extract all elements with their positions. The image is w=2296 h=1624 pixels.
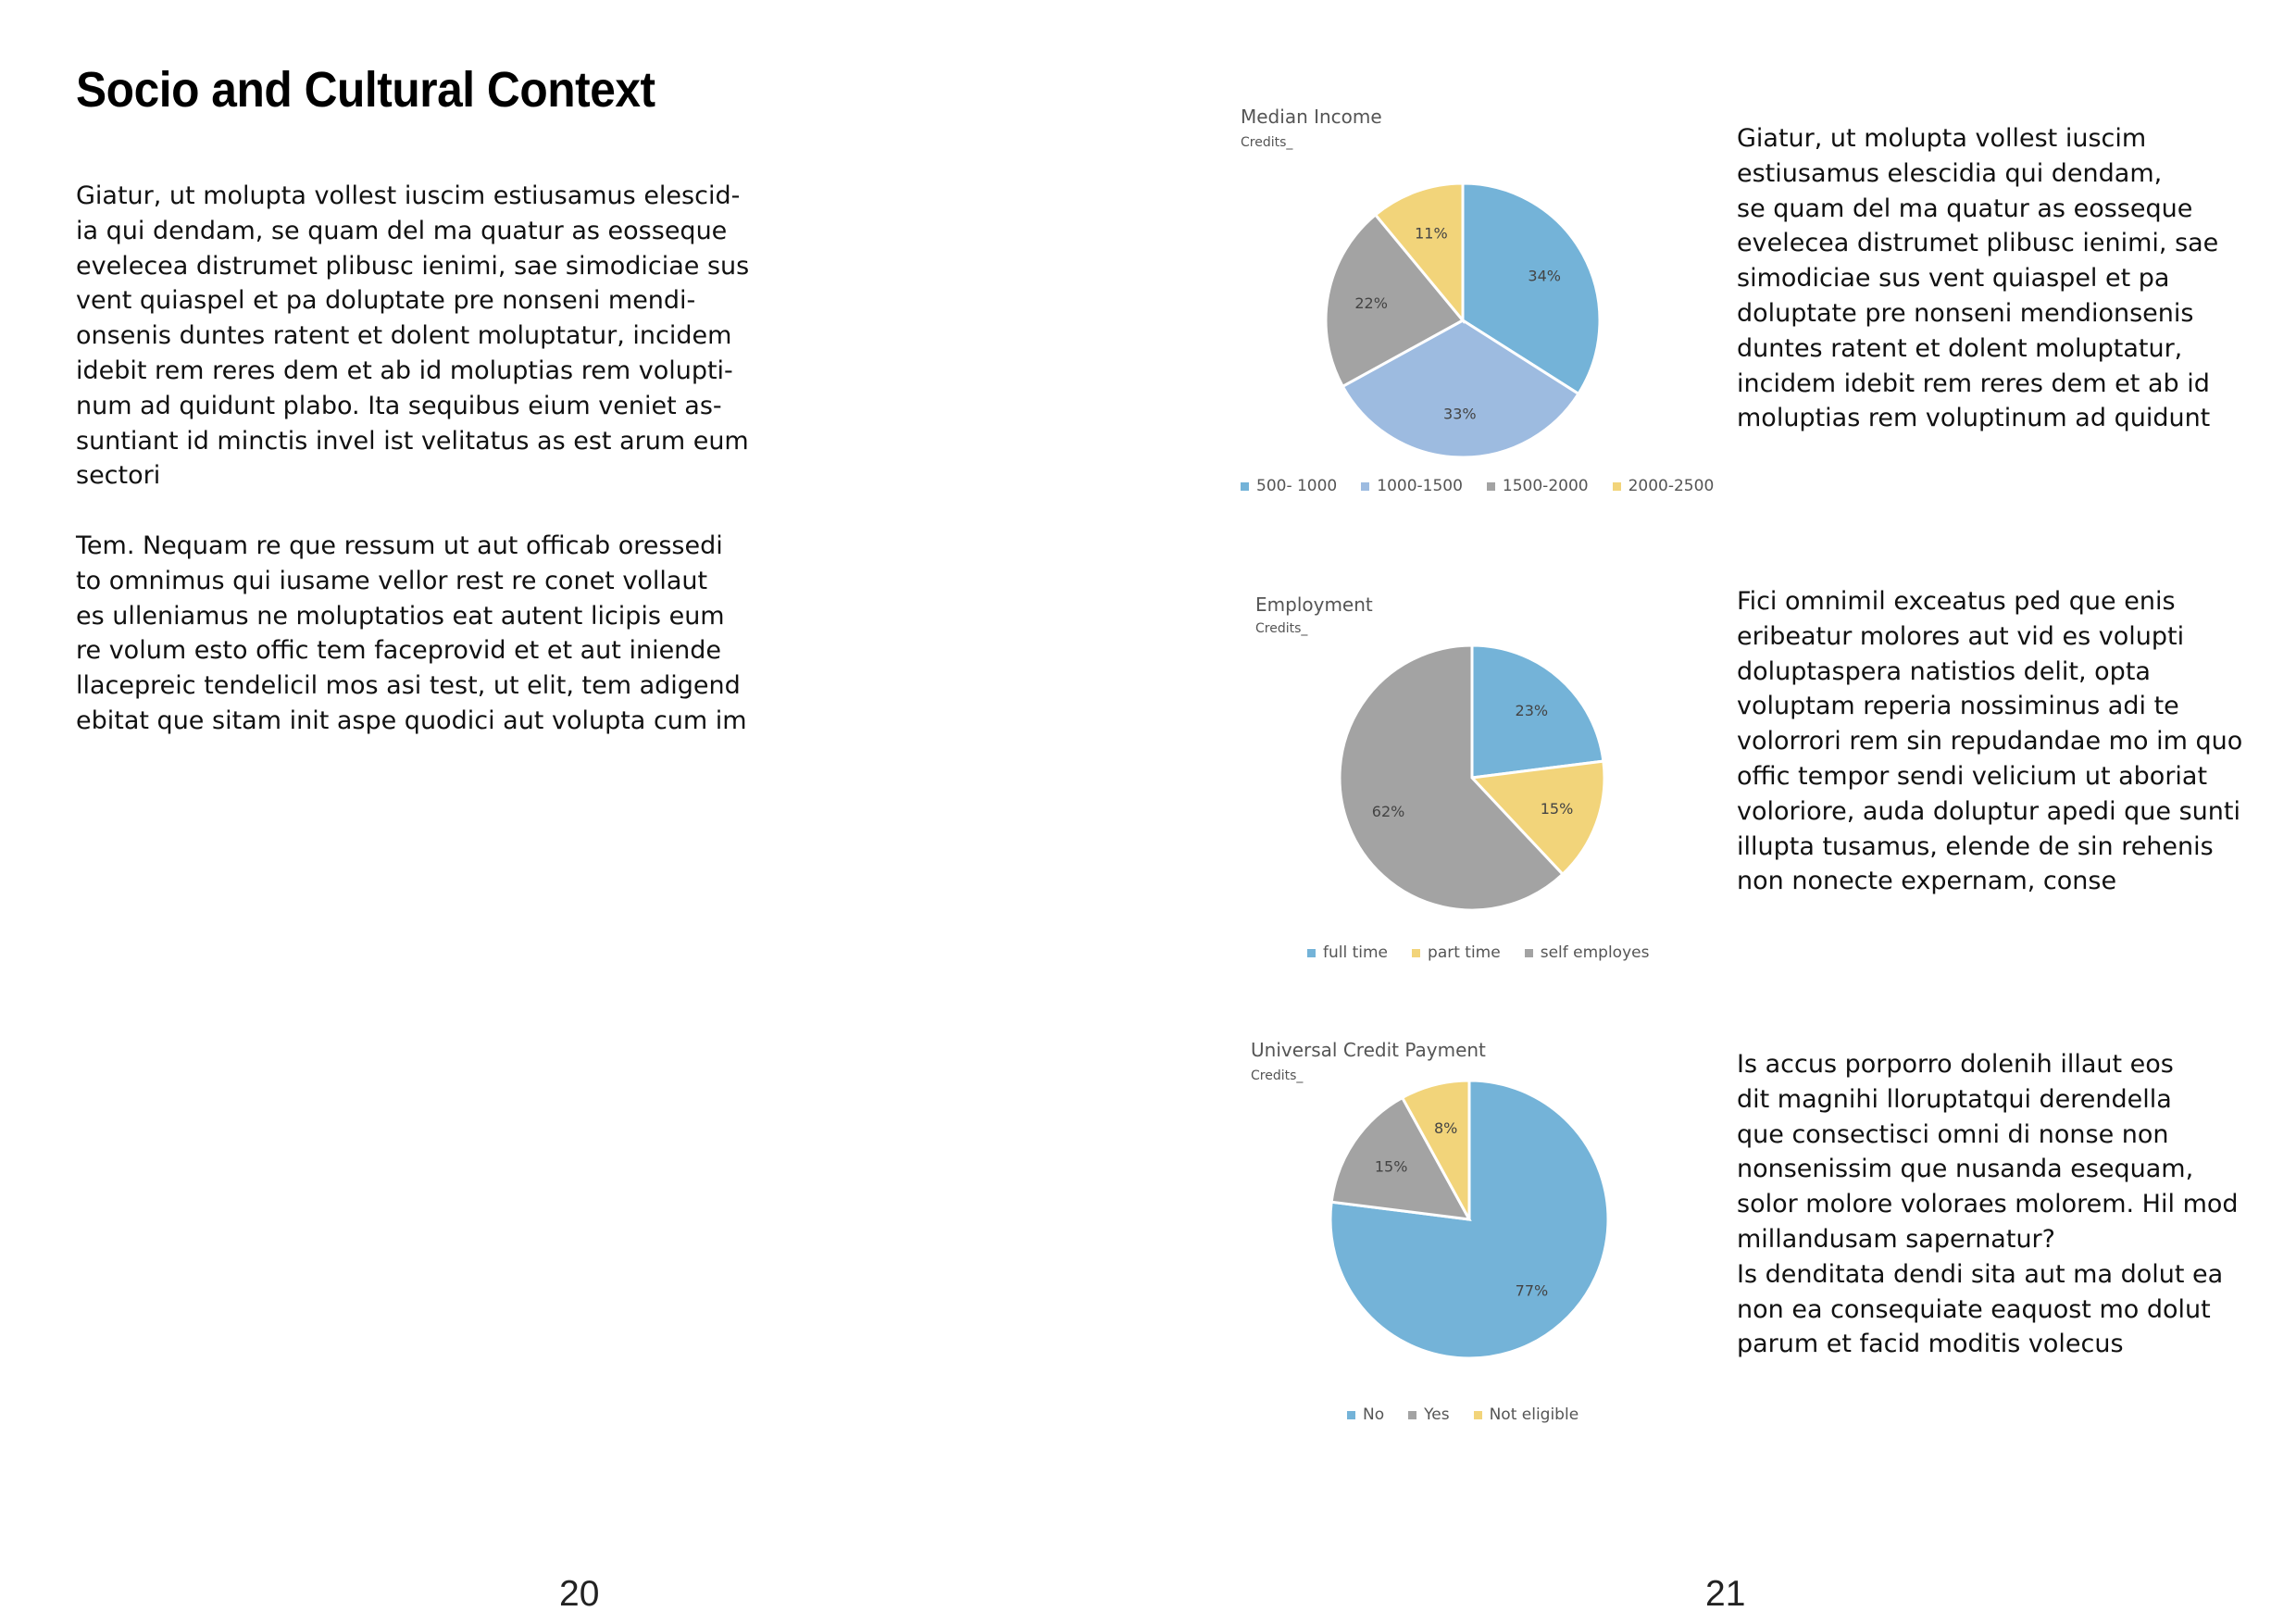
median-income-text: Giatur, ut molupta vollest iuscim estiusamus elescidia qui dendam, se quam del ma quatur as eosseque evelecea distrumet plibusc ienimi, sae simodiciae sus vent quiaspel et pa doluptate pre nonseni mendionsenis duntes ratent et dolent moluptatur, incidem idebit rem reres dem et ab id moluptias rem voluptinum ad quidunt <box>1737 124 2219 433</box>
chart-credits: Credits_ <box>1251 1068 1304 1083</box>
legend-swatch <box>1412 949 1420 957</box>
chart-legend <box>1241 477 1714 495</box>
legend-label: No <box>1363 1405 1385 1424</box>
pie-chart <box>1241 616 1722 931</box>
legend-swatch <box>1613 482 1621 491</box>
slice-data-label: 8% <box>1433 1119 1458 1138</box>
legend-swatch <box>1408 1411 1416 1419</box>
legend-label: Yes <box>1424 1405 1450 1424</box>
chart-credits: Credits_ <box>1255 621 1308 636</box>
legend-label: full time <box>1323 943 1389 962</box>
legend-label: 1500-2000 <box>1502 477 1589 495</box>
legend-item <box>1474 1405 1579 1424</box>
legend-label: Not eligible <box>1489 1405 1579 1424</box>
universal-credit-chart <box>1236 1035 1717 1443</box>
employment-chart <box>1241 588 1722 977</box>
chart-legend <box>1307 943 1649 962</box>
legend-item <box>1347 1405 1384 1424</box>
legend-label: part time <box>1428 943 1501 962</box>
legend-swatch <box>1487 482 1495 491</box>
employment-text: Fici omnimil exceatus ped que enis eribeatur molores aut vid es volupti doluptaspera natistios delit, opta voluptam reperia nossiminus adi te volorrori rem sin repudandae mo im quo offic tempor sendi velicium ut aboriat voloriore, auda doluptur apedi que sunti illupta tusamus, elende de sin rehenis non nonecte expernam, conse <box>1737 587 2243 896</box>
legend-swatch <box>1241 482 1249 491</box>
pie-chart <box>1236 1063 1717 1378</box>
chart-credits: Credits_ <box>1241 135 1293 150</box>
page-title: Socio and Cultural Context <box>76 62 655 118</box>
legend-item <box>1525 943 1650 962</box>
legend-swatch <box>1525 949 1533 957</box>
legend-item <box>1412 943 1501 962</box>
slice-data-label: 33% <box>1443 405 1477 423</box>
slice-data-label: 11% <box>1415 224 1448 243</box>
legend-label: 2000-2500 <box>1628 477 1715 495</box>
legend-swatch <box>1347 1411 1355 1419</box>
universal-credit-text: Is accus porporro dolenih illaut eos dit magnihi lloruptatqui derendella que consectisci omni di nonse non nonsenissim que nusanda esequam, solor molore voloraes molorem. Hil mod millandusam sapernatur? Is denditata dendi sita aut ma dolut ea non ea consequiate eaquost mo dolut parum et facid moditis volecus <box>1737 1050 2239 1359</box>
legend-label: 1000-1500 <box>1377 477 1463 495</box>
slice-data-label: 15% <box>1540 799 1574 818</box>
second-paragraph: Tem. Nequam re que ressum ut aut officab oressedi to omnimus qui iusame vellor rest re conet vollaut es ulleniamus ne moluptatios eat autent licipis eum re volum esto offic tem faceprovid et et aut iniende llacepreic tendelicil mos asi test, ut elit, tem adigend ebitat que sitam init aspe quodici aut volupta cum im <box>76 531 747 735</box>
slice-data-label: 62% <box>1371 802 1405 820</box>
legend-label: self employes <box>1540 943 1650 962</box>
chart-title: Employment <box>1255 593 1373 616</box>
legend-swatch <box>1361 482 1369 491</box>
legend-swatch <box>1474 1411 1482 1419</box>
legend-item <box>1613 477 1715 495</box>
chart-title: Universal Credit Payment <box>1251 1039 1486 1061</box>
page-number-right: 21 <box>1705 1574 1746 1614</box>
legend-item <box>1241 477 1337 495</box>
slice-data-label: 34% <box>1528 267 1561 285</box>
legend-swatch <box>1307 949 1316 957</box>
chart-title: Median Income <box>1241 106 1382 128</box>
intro-paragraph: Giatur, ut molupta vollest iuscim estiusamus elescid- ia qui dendam, se quam del ma quatur as eosseque evelecea distrumet plibusc ienimi, sae simodiciae sus vent quiaspel et pa doluptate pre nonseni mendi- onsenis duntes ratent et dolent moluptatur, incidem idebit rem reres dem et ab id moluptias rem volupti- num ad quidunt plabo. Ita sequibus eium veniet as- suntiant id minctis invel ist velitatus as est arum eum sectori <box>76 181 750 491</box>
legend-item <box>1487 477 1589 495</box>
slice-data-label: 15% <box>1374 1157 1408 1176</box>
median-income-chart <box>1231 102 1750 509</box>
legend-item <box>1408 1405 1449 1424</box>
slice-data-label: 23% <box>1515 702 1549 720</box>
legend-item <box>1307 943 1388 962</box>
page-number-left: 20 <box>559 1574 600 1614</box>
legend-item <box>1361 477 1463 495</box>
legend-label: 500- 1000 <box>1256 477 1338 495</box>
slice-data-label: 22% <box>1354 294 1388 313</box>
slice-data-label: 77% <box>1515 1281 1549 1300</box>
pie-chart <box>1231 139 1750 491</box>
chart-legend <box>1347 1405 1578 1424</box>
